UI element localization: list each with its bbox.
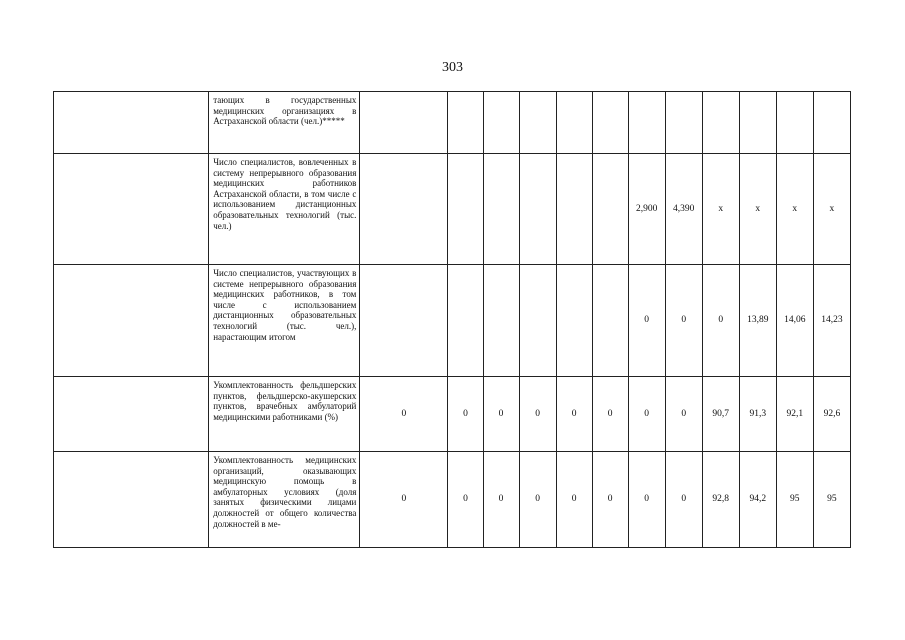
value-cell: 0: [519, 377, 556, 452]
row-name-cell: [54, 265, 209, 377]
value-cell: [360, 92, 448, 154]
indicator-description: Укомплектованность медицинских организаций, оказывающих медицинскую помощь в амбулаторных условиях (доля занятых физическими лицами должностей от общего количества должностей в ме-: [209, 452, 360, 548]
indicator-description: Число специалистов, вовлеченных в систему непрерывного образования медицинских работников Астраханской области, в том числе с использованием дистанционных образовательных технологий (тыс. чел.): [209, 154, 360, 265]
value-cell: 14,06: [776, 265, 813, 377]
page-number: 303: [442, 60, 463, 75]
value-cell: [556, 92, 592, 154]
value-cell: 4,390: [665, 154, 702, 265]
value-cell: 94,2: [739, 452, 776, 548]
table-row: [54, 154, 851, 265]
table-row: [54, 377, 851, 452]
row-name-cell: [54, 154, 209, 265]
value-cell: 90,7: [702, 377, 739, 452]
value-cell: 0: [592, 452, 628, 548]
value-cell: x: [776, 154, 813, 265]
value-cell: 95: [813, 452, 850, 548]
table-row: [54, 92, 851, 154]
value-cell: 0: [360, 452, 448, 548]
indicator-description: Число специалистов, участвующих в системе непрерывного образования медицинских работников, в том числе с использованием дистанционных образовательных технологий (тыс. чел.), нарастающим итогом: [209, 265, 360, 377]
value-cell: [592, 265, 628, 377]
value-cell: 0: [448, 377, 483, 452]
value-cell: 14,23: [813, 265, 850, 377]
value-cell: x: [813, 154, 850, 265]
value-cell: [813, 92, 850, 154]
value-cell: [665, 92, 702, 154]
value-cell: 92,8: [702, 452, 739, 548]
value-cell: 0: [702, 265, 739, 377]
indicator-description: Укомплектованность фельдшерских пунктов, фельдшерско-акушерских пунктов, врачебных амбулаторий медицинскими работниками (%): [209, 377, 360, 452]
value-cell: 0: [483, 452, 519, 548]
value-cell: 2,900: [628, 154, 665, 265]
value-cell: [556, 154, 592, 265]
value-cell: 92,6: [813, 377, 850, 452]
indicators-table: [53, 91, 851, 548]
value-cell: 0: [519, 452, 556, 548]
value-cell: 0: [665, 377, 702, 452]
value-cell: [448, 154, 483, 265]
value-cell: [519, 154, 556, 265]
value-cell: 91,3: [739, 377, 776, 452]
value-cell: 0: [448, 452, 483, 548]
value-cell: [739, 92, 776, 154]
row-name-cell: [54, 452, 209, 548]
value-cell: [360, 154, 448, 265]
value-cell: 0: [556, 377, 592, 452]
value-cell: [360, 265, 448, 377]
value-cell: x: [702, 154, 739, 265]
value-cell: 0: [628, 377, 665, 452]
value-cell: 0: [556, 452, 592, 548]
value-cell: [519, 265, 556, 377]
value-cell: 0: [628, 452, 665, 548]
value-cell: 0: [665, 265, 702, 377]
value-cell: 95: [776, 452, 813, 548]
value-cell: [483, 154, 519, 265]
value-cell: 92,1: [776, 377, 813, 452]
value-cell: 0: [628, 265, 665, 377]
value-cell: [628, 92, 665, 154]
table-row: [54, 265, 851, 377]
value-cell: [776, 92, 813, 154]
row-name-cell: [54, 377, 209, 452]
value-cell: 0: [483, 377, 519, 452]
value-cell: 0: [665, 452, 702, 548]
indicator-description: тающих в государственных медицинских организациях в Астраханской области (чел.)*****: [209, 92, 360, 154]
value-cell: x: [739, 154, 776, 265]
value-cell: [702, 92, 739, 154]
value-cell: [592, 92, 628, 154]
table-row: [54, 452, 851, 548]
value-cell: 0: [360, 377, 448, 452]
value-cell: [448, 265, 483, 377]
value-cell: [556, 265, 592, 377]
value-cell: 0: [592, 377, 628, 452]
value-cell: 13,89: [739, 265, 776, 377]
value-cell: [483, 265, 519, 377]
row-name-cell: [54, 92, 209, 154]
value-cell: [592, 154, 628, 265]
value-cell: [483, 92, 519, 154]
value-cell: [519, 92, 556, 154]
value-cell: [448, 92, 483, 154]
